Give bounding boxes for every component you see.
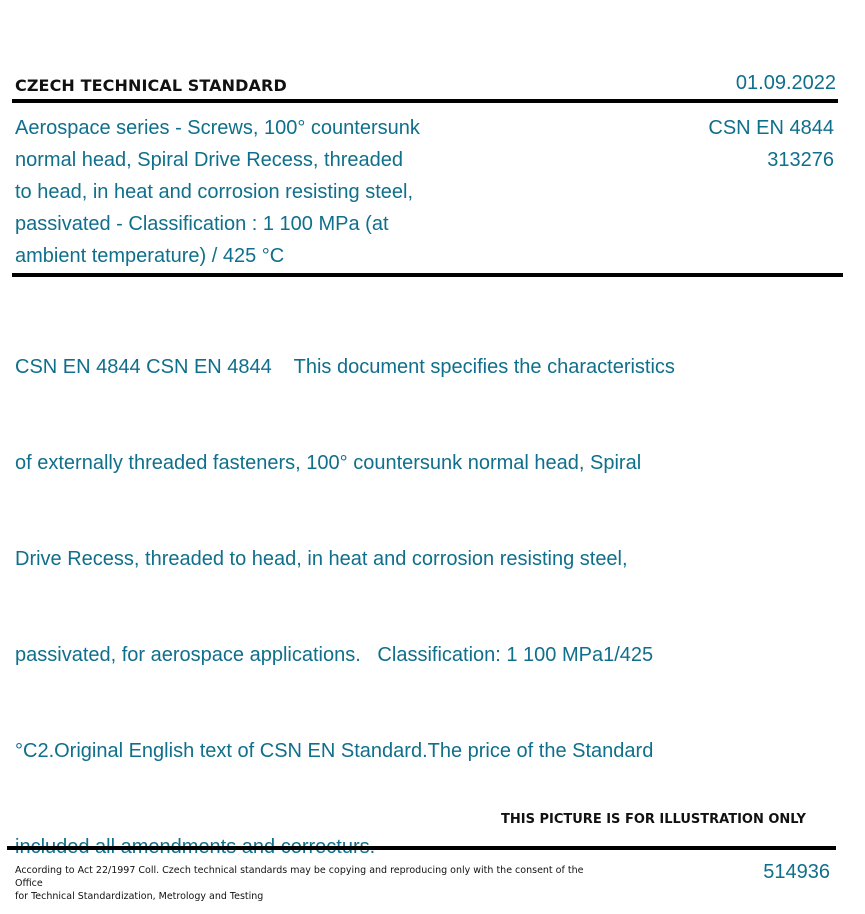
top-divider bbox=[12, 99, 838, 103]
title-line: Aerospace series - Screws, 100° countersunk bbox=[15, 117, 420, 139]
description-line: CSN EN 4844 CSN EN 4844 This document specifies the characteristics bbox=[15, 356, 675, 378]
description-line: of externally threaded fasteners, 100° countersunk normal head, Spiral bbox=[15, 452, 642, 474]
middle-divider bbox=[12, 273, 843, 277]
title-line: to head, in heat and corrosion resisting steel, bbox=[15, 181, 414, 203]
legal-line: According to Act 22/1997 Coll. Czech technical standards may be copying and reproducing only with the consent of the Office bbox=[15, 865, 584, 889]
description-line: °C2.Original English text of CSN EN Standard.The price of the Standard bbox=[15, 740, 654, 762]
description-line: passivated, for aerospace applications. Classification: 1 100 MPa1/425 bbox=[15, 644, 654, 666]
title-line: passivated - Classification : 1 100 MPa (at bbox=[15, 213, 389, 235]
description-line: Drive Recess, threaded to head, in heat and corrosion resisting steel, bbox=[15, 548, 628, 570]
bottom-divider bbox=[7, 846, 836, 850]
issue-date: 01.09.2022 bbox=[735, 72, 836, 94]
title-line: normal head, Spiral Drive Recess, threaded bbox=[15, 149, 403, 171]
footer-code: 514936 bbox=[763, 861, 830, 883]
standard-codes bbox=[708, 112, 834, 176]
title-line: ambient temperature) / 425 °C bbox=[15, 245, 285, 267]
legal-line: for Technical Standardization, Metrology and Testing bbox=[15, 891, 264, 902]
standard-title bbox=[15, 112, 475, 272]
header-label: CZECH TECHNICAL STANDARD bbox=[15, 76, 287, 95]
catalog-number: 313276 bbox=[767, 149, 834, 171]
standard-number: CSN EN 4844 bbox=[708, 117, 834, 139]
illustration-notice: THIS PICTURE IS FOR ILLUSTRATION ONLY bbox=[501, 812, 806, 827]
description bbox=[15, 287, 735, 895]
legal-notice bbox=[15, 864, 595, 903]
